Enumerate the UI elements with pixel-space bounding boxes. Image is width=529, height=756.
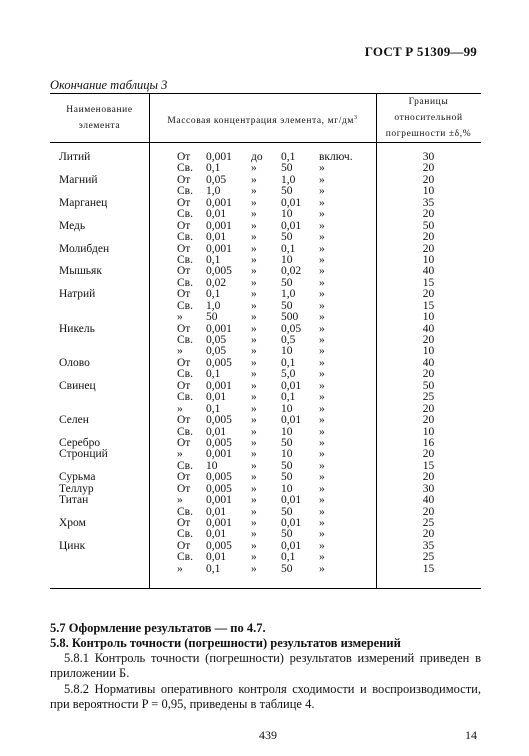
error-limit: 20 xyxy=(422,208,435,221)
range-prefix: Св. xyxy=(177,459,193,472)
range-to: 50 xyxy=(281,562,293,575)
range-mark: » xyxy=(319,459,325,472)
range-to: 1,0 xyxy=(281,173,296,186)
element-name: Сурьма xyxy=(59,471,96,484)
element-name: Селен xyxy=(59,414,89,427)
range-mark: » xyxy=(319,448,325,461)
range-to: 50 xyxy=(281,299,293,312)
error-limit: 35 xyxy=(422,196,435,209)
error-limit: 20 xyxy=(422,402,435,415)
table-row xyxy=(50,266,481,277)
table-row xyxy=(50,346,481,357)
range-from: 0,001 xyxy=(206,242,232,255)
range-mark: » xyxy=(319,494,325,507)
element-name: Никель xyxy=(59,322,95,335)
error-limit: 10 xyxy=(422,253,435,266)
range-mark: » xyxy=(319,288,325,301)
header-divider xyxy=(50,142,481,143)
paragraph-5-8-2: 5.8.2 Нормативы оперативного контроля сходимости и воспроизводимости, при вероятности P = 0,95, приведены в таблице 4. xyxy=(50,682,481,711)
range-conj: » xyxy=(251,425,257,438)
range-conj: » xyxy=(251,311,257,324)
range-prefix: От xyxy=(177,414,191,427)
range-prefix: » xyxy=(177,311,183,324)
table-row xyxy=(50,312,481,323)
element-name: Серебро xyxy=(59,436,101,449)
range-prefix: От xyxy=(177,288,191,301)
table-row xyxy=(50,301,481,312)
error-limit: 25 xyxy=(422,391,435,404)
range-from: 0,005 xyxy=(206,482,232,495)
range-mark: » xyxy=(319,334,325,346)
range-from: 0,001 xyxy=(206,219,232,232)
table-row xyxy=(50,255,481,266)
section-5-7: 5.7 Оформление результатов — по 4.7. xyxy=(50,621,266,635)
range-conj: » xyxy=(251,368,257,381)
range-mark: » xyxy=(319,551,325,564)
range-mark: » xyxy=(319,402,325,415)
table-row xyxy=(50,221,481,232)
range-mark: » xyxy=(319,162,325,175)
error-limit: 20 xyxy=(422,334,435,346)
error-limit: 20 xyxy=(422,231,435,244)
range-conj: » xyxy=(251,459,257,472)
range-to: 0,01 xyxy=(281,494,302,507)
element-name: Цинк xyxy=(59,539,86,552)
range-from: 0,01 xyxy=(206,425,227,438)
range-mark: » xyxy=(319,528,325,541)
range-mark: » xyxy=(319,253,325,266)
range-prefix: От xyxy=(177,151,191,163)
table-row xyxy=(50,209,481,220)
section-5-8: 5.8. Контроль точности (погрешности) результатов измерений xyxy=(50,636,401,650)
table-row xyxy=(50,335,481,346)
range-prefix: Св. xyxy=(177,334,193,346)
range-to: 50 xyxy=(281,459,293,472)
error-limit: 50 xyxy=(422,379,435,392)
range-from: 0,02 xyxy=(206,276,227,289)
range-to: 0,1 xyxy=(281,242,296,255)
range-mark: » xyxy=(319,368,325,381)
data-table xyxy=(50,93,481,589)
range-to: 10 xyxy=(281,402,293,415)
header-limits: Границы относительной погрешности ±δ,% xyxy=(385,97,472,139)
range-conj: » xyxy=(251,471,257,484)
error-limit: 25 xyxy=(422,517,435,529)
range-from: 0,05 xyxy=(206,173,227,186)
error-limit: 10 xyxy=(422,345,435,358)
range-conj: » xyxy=(251,196,257,209)
range-prefix: Св. xyxy=(177,299,193,312)
error-limit: 50 xyxy=(422,219,435,232)
range-conj: » xyxy=(251,562,257,575)
range-to: 10 xyxy=(281,448,293,461)
range-from: 0,05 xyxy=(206,334,227,346)
error-limit: 10 xyxy=(422,425,435,438)
range-mark: » xyxy=(319,208,325,221)
error-limit: 20 xyxy=(422,173,435,186)
range-mark: » xyxy=(319,379,325,392)
range-to: 1,0 xyxy=(281,288,296,301)
error-limit: 20 xyxy=(422,505,435,518)
range-mark: » xyxy=(319,436,325,449)
range-prefix: От xyxy=(177,539,191,552)
error-limit: 20 xyxy=(422,368,435,381)
table-row xyxy=(50,175,481,186)
range-prefix: Св. xyxy=(177,368,193,381)
table-row xyxy=(50,427,481,438)
table-row xyxy=(50,232,481,243)
range-prefix: Св. xyxy=(177,551,193,564)
error-limit: 30 xyxy=(422,482,435,495)
range-from: 0,001 xyxy=(206,379,232,392)
range-to: 50 xyxy=(281,528,293,541)
range-prefix: » xyxy=(177,402,183,415)
range-to: 0,5 xyxy=(281,334,296,346)
element-name: Хром xyxy=(59,517,86,529)
range-to: 0,02 xyxy=(281,265,302,278)
range-mark: » xyxy=(319,471,325,484)
range-conj: » xyxy=(251,391,257,404)
range-conj: » xyxy=(251,402,257,415)
table-body xyxy=(50,152,481,575)
range-conj: » xyxy=(251,494,257,507)
range-to: 50 xyxy=(281,505,293,518)
range-mark: » xyxy=(319,562,325,575)
range-mark: » xyxy=(319,345,325,358)
range-prefix: От xyxy=(177,436,191,449)
range-mark: » xyxy=(319,311,325,324)
range-to: 50 xyxy=(281,276,293,289)
range-mark: » xyxy=(319,517,325,529)
element-name: Медь xyxy=(59,219,86,232)
range-prefix: Св. xyxy=(177,162,193,175)
table-row xyxy=(50,163,481,174)
range-conj: » xyxy=(251,322,257,335)
element-name: Теллур xyxy=(59,482,94,495)
element-name: Натрий xyxy=(59,288,96,301)
error-limit: 15 xyxy=(422,276,435,289)
range-mark: » xyxy=(319,391,325,404)
table-row xyxy=(50,369,481,380)
table-row xyxy=(50,495,481,506)
error-limit: 20 xyxy=(422,448,435,461)
table-row xyxy=(50,507,481,518)
range-from: 0,1 xyxy=(206,562,221,575)
range-mark: » xyxy=(319,322,325,335)
element-name: Титан xyxy=(59,494,89,507)
range-prefix: Св. xyxy=(177,208,193,221)
range-mark: » xyxy=(319,539,325,552)
range-to: 0,1 xyxy=(281,551,296,564)
range-to: 50 xyxy=(281,436,293,449)
document-code: ГОСТ Р 51309—99 xyxy=(364,44,477,59)
error-limit: 20 xyxy=(422,528,435,541)
range-conj: » xyxy=(251,288,257,301)
table-row xyxy=(50,564,481,575)
element-name: Стронций xyxy=(59,448,108,461)
range-from: 0,1 xyxy=(206,253,221,266)
range-prefix: Св. xyxy=(177,231,193,244)
error-limit: 30 xyxy=(422,151,435,163)
range-prefix: » xyxy=(177,448,183,461)
range-to: 500 xyxy=(281,311,299,324)
range-conj: » xyxy=(251,448,257,461)
range-from: 0,01 xyxy=(206,231,227,244)
range-mark: » xyxy=(319,276,325,289)
range-conj: » xyxy=(251,265,257,278)
range-conj: » xyxy=(251,345,257,358)
error-limit: 20 xyxy=(422,242,435,255)
table-row xyxy=(50,415,481,426)
range-mark: » xyxy=(319,299,325,312)
range-mark: » xyxy=(319,219,325,232)
element-name: Мышьяк xyxy=(59,265,102,278)
error-limit: 10 xyxy=(422,185,435,198)
range-from: 0,01 xyxy=(206,505,227,518)
range-to: 0,1 xyxy=(281,356,296,369)
range-conj: » xyxy=(251,551,257,564)
error-limit: 20 xyxy=(422,414,435,427)
range-conj: » xyxy=(251,162,257,175)
table-row xyxy=(50,518,481,529)
table-row xyxy=(50,552,481,563)
range-to: 0,01 xyxy=(281,539,302,552)
range-conj: » xyxy=(251,231,257,244)
range-from: 0,001 xyxy=(206,494,232,507)
page-number: 439 xyxy=(259,728,277,742)
table-row xyxy=(50,472,481,483)
range-to: 50 xyxy=(281,231,293,244)
range-to: 0,01 xyxy=(281,219,302,232)
table-row xyxy=(50,244,481,255)
range-to: 5,0 xyxy=(281,368,296,381)
error-limit: 15 xyxy=(422,562,435,575)
table-row xyxy=(50,461,481,472)
range-conj: » xyxy=(251,173,257,186)
range-to: 50 xyxy=(281,185,293,198)
range-prefix: От xyxy=(177,379,191,392)
range-to: 0,01 xyxy=(281,196,302,209)
range-prefix: От xyxy=(177,482,191,495)
error-limit: 15 xyxy=(422,299,435,312)
range-to: 10 xyxy=(281,253,293,266)
range-from: 0,01 xyxy=(206,528,227,541)
range-to: 0,05 xyxy=(281,322,302,335)
range-mark: включ. xyxy=(319,151,353,163)
range-from: 0,005 xyxy=(206,539,232,552)
range-mark: » xyxy=(319,231,325,244)
range-from: 0,001 xyxy=(206,322,232,335)
range-prefix: » xyxy=(177,494,183,507)
range-prefix: От xyxy=(177,173,191,186)
error-limit: 20 xyxy=(422,471,435,484)
range-from: 0,001 xyxy=(206,517,232,529)
range-conj: » xyxy=(251,517,257,529)
element-name: Литий xyxy=(59,151,91,163)
range-from: 0,001 xyxy=(206,151,232,163)
range-from: 0,005 xyxy=(206,265,232,278)
range-mark: » xyxy=(319,185,325,198)
range-conj: » xyxy=(251,242,257,255)
range-conj: » xyxy=(251,208,257,221)
range-conj: » xyxy=(251,299,257,312)
range-prefix: Св. xyxy=(177,185,193,198)
paragraph-5-8-1: 5.8.1 Контроль точности (погрешности) результатов измерений приведен в приложении Б. xyxy=(50,651,481,680)
range-prefix: Св. xyxy=(177,425,193,438)
range-from: 1,0 xyxy=(206,185,221,198)
range-to: 0,1 xyxy=(281,151,296,163)
error-limit: 40 xyxy=(422,265,435,278)
table-row xyxy=(50,392,481,403)
element-name: Олово xyxy=(59,356,90,369)
range-conj: » xyxy=(251,436,257,449)
range-conj: » xyxy=(251,505,257,518)
range-to: 10 xyxy=(281,208,293,221)
table-row xyxy=(50,186,481,197)
range-from: 0,1 xyxy=(206,288,221,301)
range-from: 10 xyxy=(206,459,218,472)
range-from: 0,01 xyxy=(206,391,227,404)
range-from: 0,05 xyxy=(206,345,227,358)
error-limit: 20 xyxy=(422,288,435,301)
range-conj: » xyxy=(251,414,257,427)
error-limit: 15 xyxy=(422,459,435,472)
range-prefix: От xyxy=(177,242,191,255)
header-element: Наименование элемента xyxy=(66,105,133,131)
element-name: Магний xyxy=(59,173,98,186)
range-from: 1,0 xyxy=(206,299,221,312)
error-limit: 35 xyxy=(422,539,435,552)
range-conj: » xyxy=(251,528,257,541)
range-conj: » xyxy=(251,253,257,266)
range-from: 0,1 xyxy=(206,402,221,415)
range-prefix: Св. xyxy=(177,253,193,266)
range-to: 0,01 xyxy=(281,517,302,529)
range-prefix: » xyxy=(177,345,183,358)
table-row xyxy=(50,289,481,300)
range-to: 0,1 xyxy=(281,391,296,404)
range-from: 0,001 xyxy=(206,196,232,209)
range-conj: » xyxy=(251,356,257,369)
range-conj: » xyxy=(251,185,257,198)
range-to: 0,01 xyxy=(281,379,302,392)
range-mark: » xyxy=(319,356,325,369)
range-prefix: От xyxy=(177,322,191,335)
range-from: 0,005 xyxy=(206,436,232,449)
table-row xyxy=(50,438,481,449)
range-from: 0,001 xyxy=(206,448,232,461)
element-name: Молибден xyxy=(59,242,110,255)
table-row xyxy=(50,484,481,495)
range-conj: » xyxy=(251,219,257,232)
table-row xyxy=(50,152,481,163)
error-limit: 10 xyxy=(422,311,435,324)
table-row xyxy=(50,404,481,415)
range-prefix: Св. xyxy=(177,528,193,541)
range-mark: » xyxy=(319,414,325,427)
range-prefix: От xyxy=(177,265,191,278)
range-prefix: Св. xyxy=(177,276,193,289)
header-concentration: Массовая концентрация элемента, $мг/дм^3$ xyxy=(167,115,358,127)
range-from: 0,005 xyxy=(206,356,232,369)
table-row xyxy=(50,324,481,335)
table-row xyxy=(50,198,481,209)
range-prefix: От xyxy=(177,219,191,232)
range-prefix: От xyxy=(177,356,191,369)
range-from: 0,005 xyxy=(206,471,232,484)
sheet-number: 14 xyxy=(465,728,477,742)
range-from: 0,1 xyxy=(206,162,221,175)
range-prefix: Св. xyxy=(177,505,193,518)
range-mark: » xyxy=(319,265,325,278)
range-mark: » xyxy=(319,482,325,495)
range-prefix: » xyxy=(177,562,183,575)
error-limit: 40 xyxy=(422,322,435,335)
range-from: 0,01 xyxy=(206,208,227,221)
error-limit: 20 xyxy=(422,162,435,175)
element-name: Свинец xyxy=(59,379,96,392)
range-prefix: От xyxy=(177,196,191,209)
range-prefix: От xyxy=(177,517,191,529)
range-to: 50 xyxy=(281,471,293,484)
table-row xyxy=(50,381,481,392)
error-limit: 40 xyxy=(422,356,435,369)
range-from: 0,01 xyxy=(206,551,227,564)
range-from: 50 xyxy=(206,311,218,324)
range-to: 10 xyxy=(281,345,293,358)
table-row xyxy=(50,278,481,289)
error-limit: 40 xyxy=(422,494,435,507)
range-prefix: От xyxy=(177,471,191,484)
range-mark: » xyxy=(319,425,325,438)
range-from: 0,1 xyxy=(206,368,221,381)
range-mark: » xyxy=(319,196,325,209)
range-to: 50 xyxy=(281,162,293,175)
table-row xyxy=(50,529,481,540)
table-caption: Окончание таблицы 3 xyxy=(50,78,168,92)
range-mark: » xyxy=(319,242,325,255)
range-mark: » xyxy=(319,505,325,518)
element-name: Марганец xyxy=(59,196,108,209)
range-conj: до xyxy=(251,151,263,163)
range-mark: » xyxy=(319,173,325,186)
table-row xyxy=(50,358,481,369)
range-to: 0,01 xyxy=(281,414,302,427)
range-conj: » xyxy=(251,276,257,289)
range-to: 10 xyxy=(281,482,293,495)
table-row xyxy=(50,541,481,552)
range-prefix: Св. xyxy=(177,391,193,404)
range-to: 10 xyxy=(281,425,293,438)
range-conj: » xyxy=(251,539,257,552)
error-limit: 25 xyxy=(422,551,435,564)
range-conj: » xyxy=(251,379,257,392)
range-conj: » xyxy=(251,482,257,495)
range-from: 0,005 xyxy=(206,414,232,427)
error-limit: 16 xyxy=(422,436,435,449)
table-row xyxy=(50,449,481,460)
range-conj: » xyxy=(251,334,257,346)
